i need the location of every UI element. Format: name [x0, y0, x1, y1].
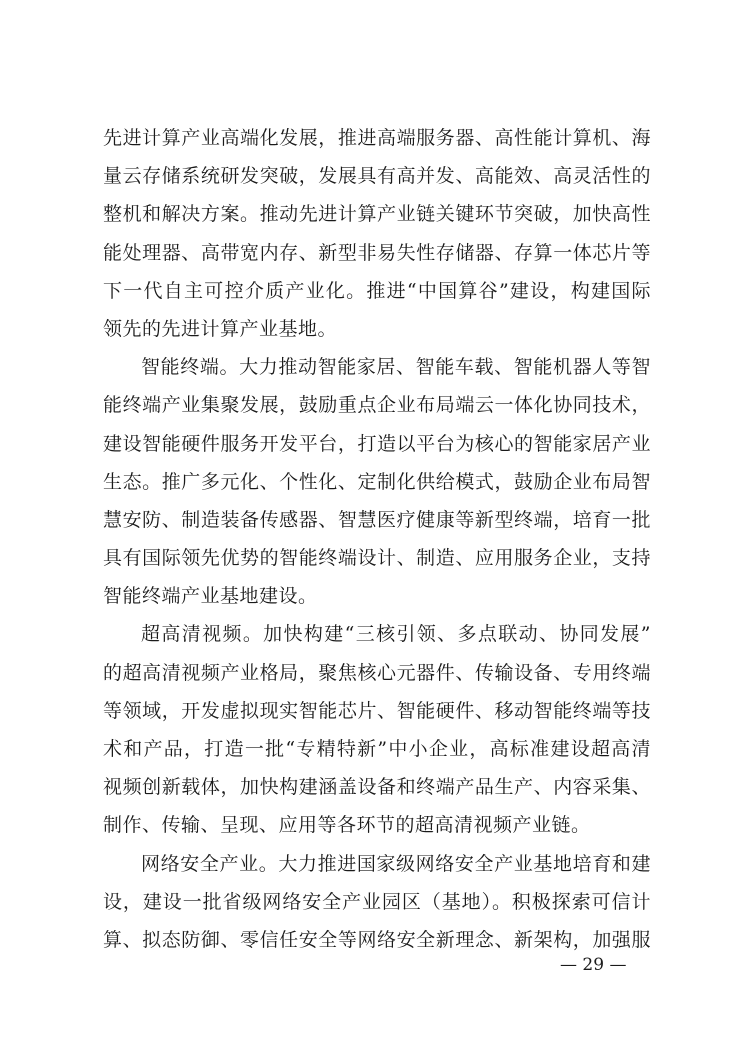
- paragraph-cybersecurity: [103, 845, 651, 960]
- text-line: 先进计算产业高端化发展，推进高端服务器、高性能计算机、海: [103, 127, 651, 149]
- text-line: 视频创新载体，加快构建涵盖设备和终端产品生产、内容采集、: [103, 776, 651, 799]
- text-line: 制作、传输、呈现、应用等各环节的超高清视频产业链。: [103, 814, 591, 837]
- text-line: 整机和解决方案。推动先进计算产业链关键环节突破，加快高性: [103, 203, 651, 226]
- text-line: 算、拟态防御、零信任安全等网络安全新理念、新架构，加强服: [103, 928, 651, 951]
- text-line: 智能终端。大力推动智能家居、智能车载、智能机器人等智: [141, 356, 651, 379]
- text-line: 术和产品，打造一批“专精特新”中小企业，高标准建设超高清: [103, 738, 651, 760]
- text-line: 下一代自主可控介质产业化。推进“中国算谷”建设，构建国际: [103, 279, 651, 302]
- page-number: — 29 —: [560, 955, 627, 975]
- text-line: 等领域，开发虚拟现实智能芯片、智能硬件、移动智能终端等技: [103, 699, 651, 722]
- text-line: 的超高清视频产业格局，聚焦核心元器件、传输设备、专用终端: [103, 661, 651, 684]
- text-line: 超高清视频。加快构建“三核引领、多点联动、协同发展”: [141, 623, 651, 646]
- body-text: [103, 119, 651, 959]
- text-line: 具有国际领先优势的智能终端设计、制造、应用服务企业，支持: [103, 547, 651, 570]
- text-line: 智能终端产业基地建设。: [103, 585, 318, 608]
- paragraph-ultra-hd-video: [103, 615, 651, 844]
- text-line: 生态。推广多元化、个性化、定制化供给模式，鼓励企业布局智: [103, 470, 651, 493]
- text-line: 量云存储系统研发突破，发展具有高并发、高能效、高灵活性的: [103, 165, 651, 188]
- text-line: 网络安全产业。大力推进国家级网络安全产业基地培育和建: [141, 852, 651, 875]
- text-line: 慧安防、制造装备传感器、智慧医疗健康等新型终端，培育一批: [103, 508, 651, 531]
- paragraph-smart-terminals: [103, 348, 651, 615]
- text-line: 建设智能硬件服务开发平台，打造以平台为核心的智能家居产业: [103, 432, 651, 455]
- text-line: 领先的先进计算产业基地。: [103, 317, 338, 340]
- text-line: 设，建设一批省级网络安全产业园区（基地）。积极探索可信计: [103, 890, 651, 913]
- text-line: 能终端产业集聚发展，鼓励重点企业布局端云一体化协同技术，: [103, 394, 651, 417]
- paragraph-advanced-computing: [103, 119, 651, 348]
- text-line: 能处理器、高带宽内存、新型非易失性存储器、存算一体芯片等: [103, 241, 651, 264]
